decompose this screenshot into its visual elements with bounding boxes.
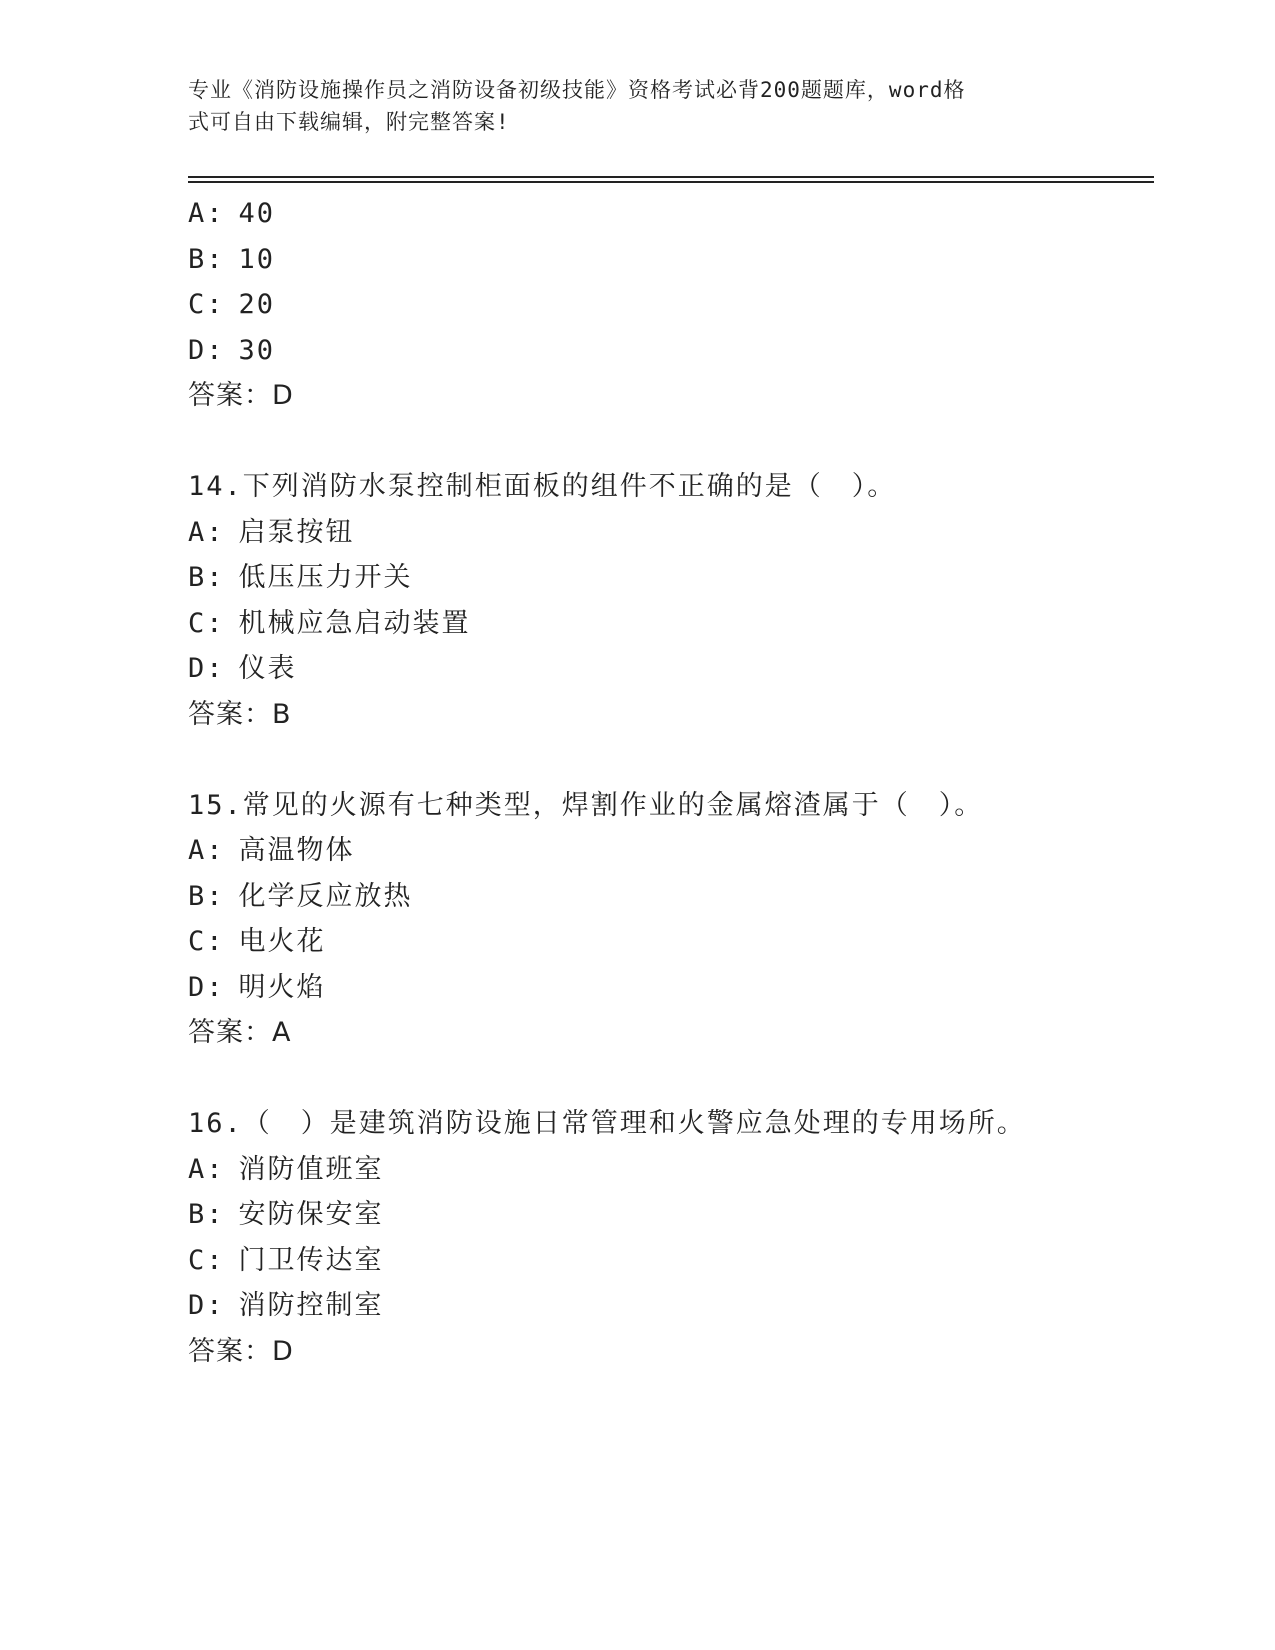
spacer (188, 419, 1148, 465)
question-stem: 14.下列消防水泵控制柜面板的组件不正确的是（ ）。 (188, 471, 897, 502)
option-d: D: 仪表 (188, 653, 297, 684)
option-a: A: 消防值班室 (188, 1153, 384, 1185)
option-d: D: 30 (188, 334, 276, 366)
question-16 (188, 1101, 1148, 1374)
option-d: D: 明火焰 (188, 971, 326, 1003)
answer-line: 答案：D (188, 1335, 294, 1367)
question-stem: 16.（ ）是建筑消防设施日常管理和火警应急处理的专用场所。 (188, 1108, 1026, 1139)
option-b: B: 安防保安室 (188, 1199, 384, 1230)
question-stem: 15.常见的火源有七种类型，焊割作业的金属熔渣属于（ ）。 (188, 789, 984, 821)
document-header (188, 74, 1068, 138)
answer-line: 答案：A (188, 1017, 292, 1048)
spacer (188, 737, 1148, 783)
question-13-tail (188, 191, 1148, 419)
option-c: C: 门卫传达室 (188, 1244, 384, 1276)
question-14 (188, 464, 1148, 737)
option-a: A: 启泵按钮 (188, 516, 355, 548)
option-d: D: 消防控制室 (188, 1290, 384, 1321)
option-a: A: 高温物体 (188, 835, 355, 866)
header-divider-top (188, 176, 1154, 178)
header-line-1: 专业《消防设施操作员之消防设备初级技能》资格考试必背200题题库，word格 (188, 78, 966, 102)
question-list (188, 191, 1148, 1374)
answer-line: 答案：D (188, 380, 294, 411)
option-b: B: 化学反应放热 (188, 880, 413, 912)
option-a: A: 40 (188, 198, 276, 229)
option-c: C: 20 (188, 289, 276, 320)
option-b: B: 10 (188, 243, 276, 275)
question-15 (188, 783, 1148, 1056)
header-divider-bottom (188, 181, 1154, 183)
option-c: C: 电火花 (188, 926, 326, 957)
option-b: B: 低压压力开关 (188, 562, 413, 593)
header-line-2: 式可自由下载编辑，附完整答案! (188, 110, 510, 134)
answer-line: 答案：B (188, 698, 292, 730)
spacer (188, 1056, 1148, 1102)
option-c: C: 机械应急启动装置 (188, 607, 471, 639)
